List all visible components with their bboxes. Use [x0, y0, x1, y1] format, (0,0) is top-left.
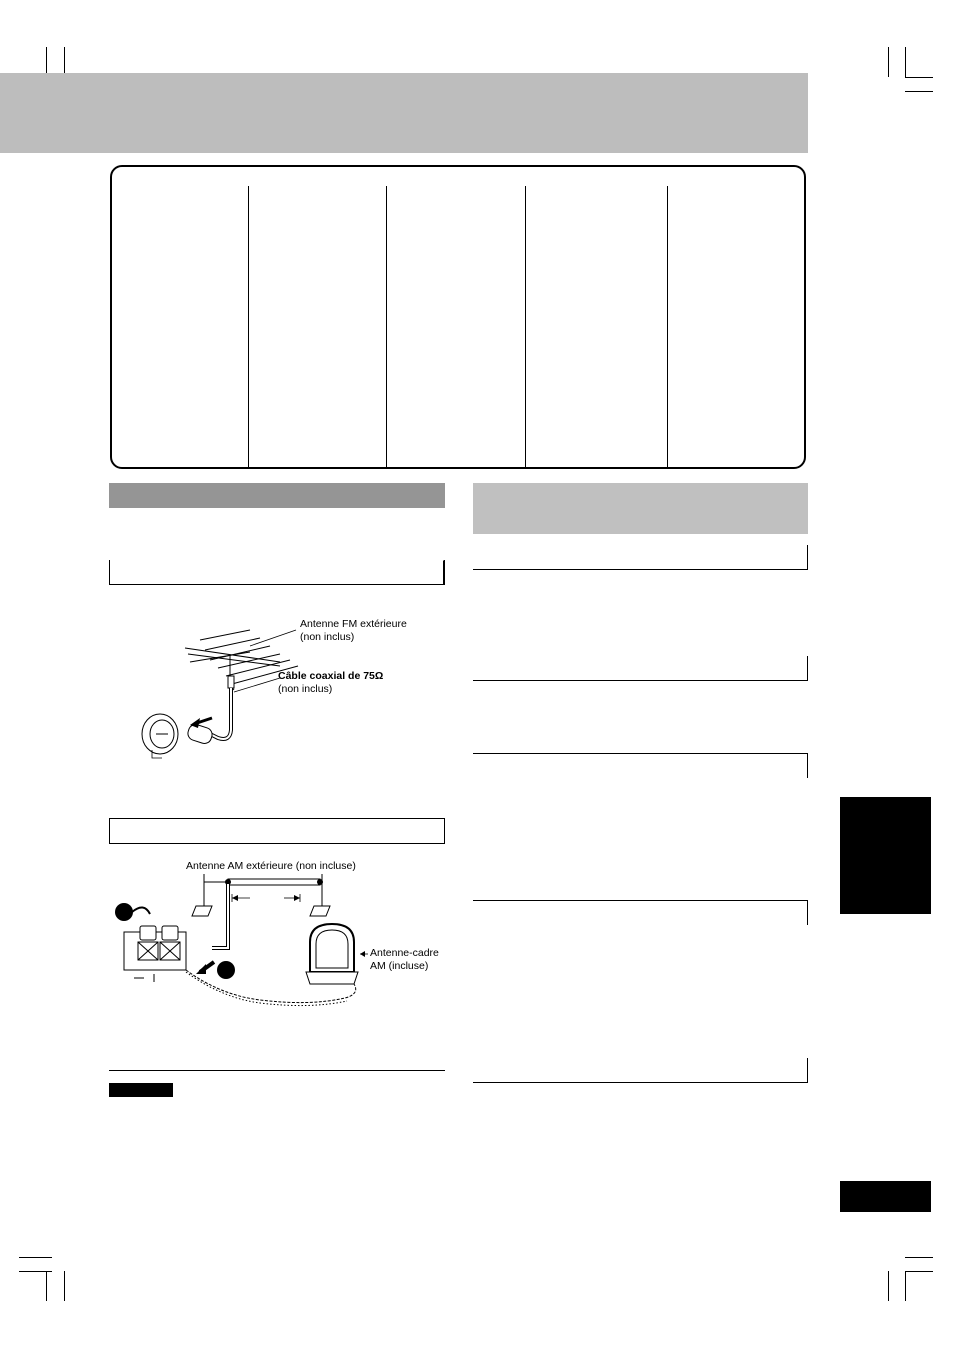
crop-mark — [905, 1271, 933, 1272]
am-subsection-box — [109, 818, 445, 844]
crop-mark — [905, 1257, 933, 1258]
right-subsection-box-4 — [473, 900, 808, 925]
page-header-band — [0, 73, 808, 153]
crop-mark — [19, 1271, 52, 1272]
fm-subsection-right-rule — [444, 560, 445, 585]
crop-mark — [905, 77, 933, 78]
right-subsection-box-1 — [473, 545, 808, 570]
fm-outdoor-antenna-label: Antenne FM extérieure (non inclus) — [300, 618, 407, 643]
table-column-divider — [248, 186, 249, 468]
right-subsection-box-5 — [473, 1058, 808, 1083]
crop-mark — [46, 1271, 47, 1301]
right-subsection-box-3 — [473, 753, 808, 778]
section-header-antenna — [109, 483, 445, 508]
crop-mark — [905, 47, 906, 77]
table-column-divider — [386, 186, 387, 468]
note-label-block — [109, 1083, 173, 1097]
note-separator-rule — [109, 1070, 445, 1071]
table-column-divider — [667, 186, 668, 468]
summary-table-box — [110, 165, 806, 469]
crop-mark — [905, 91, 933, 92]
crop-mark — [64, 1271, 65, 1301]
fm-coax-cable-label: Câble coaxial de 75Ω (non inclus) — [278, 670, 384, 695]
am-outdoor-antenna-label: Antenne AM extérieure (non incluse) — [186, 860, 356, 872]
fm-subsection-bottom-rule — [109, 584, 445, 585]
am-antenna-diagram — [110, 860, 440, 1020]
crop-mark — [905, 1271, 906, 1301]
crop-mark — [19, 1257, 52, 1258]
crop-mark — [888, 1271, 889, 1301]
language-side-tab — [840, 797, 931, 914]
right-subsection-box-2 — [473, 656, 808, 681]
table-column-divider — [525, 186, 526, 468]
page-number-tab — [840, 1181, 931, 1212]
fm-subsection-box — [109, 560, 444, 585]
section-header-right — [473, 483, 808, 534]
crop-mark — [888, 47, 889, 77]
am-loop-antenna-label: Antenne-cadre AM (incluse) — [370, 947, 439, 972]
fm-subsection-left-rule — [109, 560, 110, 585]
